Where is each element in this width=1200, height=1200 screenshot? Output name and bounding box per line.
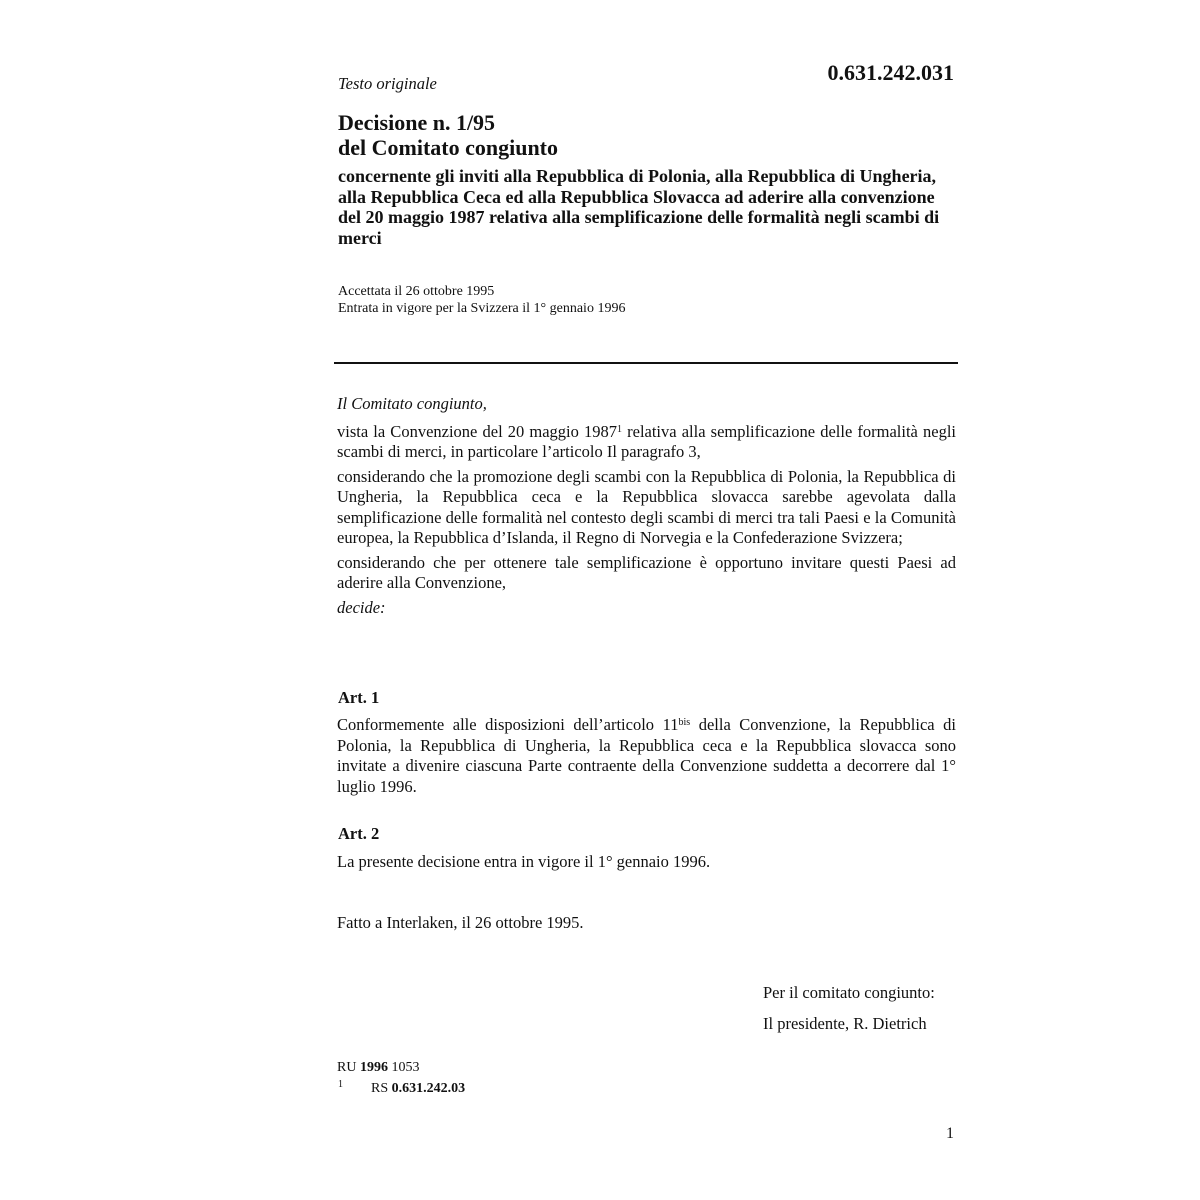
signature-line-2: Il presidente, R. Dietrich [763,1014,927,1033]
article-1-text-after: della Convenzione, la Repubblica di Polonia, la Repubblica di Ungheria, la Repubblica ceca e la Repubblica slovacca sono invitate a divenire ciascuna Parte contraente della Convenzione suddetta a decorrere dal 1° luglio 1996. [337,715,957,796]
ru-prefix: RU [337,1060,360,1075]
article-1-text-before: Conformemente alle disposizioni dell’articolo 11 [337,715,679,734]
footnote-ref-link[interactable]: 1 [617,423,622,435]
ru-year: 1996 [359,1060,388,1075]
preamble-intro: Il Comitato congiunto, [337,394,487,413]
decision-subtitle: concernente gli inviti alla Repubblica di Polonia, alla Repubblica di Ungheria, alla Repubblica Ceca ed alla Repubblica Slovacca ad aderire alla convenzione del 20 maggio 1987 relativa alla semplificazione delle formalità negli scambi di merci [338,166,940,248]
page-number: 1 [946,1125,954,1142]
recital-1-text-before: vista la Convenzione del 20 maggio 1987 [337,421,617,441]
footnote-text [371,1081,465,1097]
decides-label: decide: [337,597,386,617]
accepted-date: Accettata il 26 ottobre 1995 [338,284,495,299]
article-2-heading: Art. 2 [338,824,380,843]
footnote-prefix: RS [371,1081,392,1096]
preamble [337,394,956,622]
ru-page: 1053 [387,1060,420,1075]
official-compilation-ref [337,1060,419,1076]
decision-title [338,110,558,160]
recital-2: considerando che la promozione degli scambi con la Repubblica di Polonia, la Repubblica di Ungheria, la Repubblica ceca e la Repubblica slovacca sarebbe agevolata dalla semplificazione delle formalità nel contesto degli scambi di merci tra tali Paesi e la Comunità europea, la Repubblica d’Islanda, il Regno di Norvegia e la Confederazione Svizzera; [337,466,956,547]
recital-1-text-after: relativa alla semplificazione delle formalità negli scambi di merci, in particolare l’articolo Il paragrafo 3, [337,421,956,461]
separator-rule [334,362,958,364]
place-and-date: Fatto a Interlaken, il 26 ottobre 1995. [337,913,584,932]
decision-meta [338,284,625,317]
sr-number: 0.631.242.031 [827,60,954,85]
article-2-text: La presente decisione entra in vigore il 1° gennaio 1996. [337,852,711,871]
entry-into-force: Entrata in vigore per la Svizzera il 1° gennaio 1996 [338,300,626,316]
signature-line-1: Per il comitato congiunto: [763,983,935,1002]
article-1-text [337,715,956,797]
title-line-2: del Comitato congiunto [338,135,558,160]
footnote-number: 1 [338,1079,343,1090]
recital-1 [337,422,956,463]
recital-3: considerando che per ottenere tale semplificazione è opportuno invitare questi Paesi ad aderire alla Convenzione, [337,552,956,592]
article-1-superscript: bis [678,717,691,728]
original-text-label: Testo originale [338,74,437,93]
article-1-heading: Art. 1 [338,688,380,707]
footnote-sr-link[interactable]: 0.631.242.03 [391,1081,466,1096]
title-line-1: Decisione n. 1/95 [338,110,496,135]
